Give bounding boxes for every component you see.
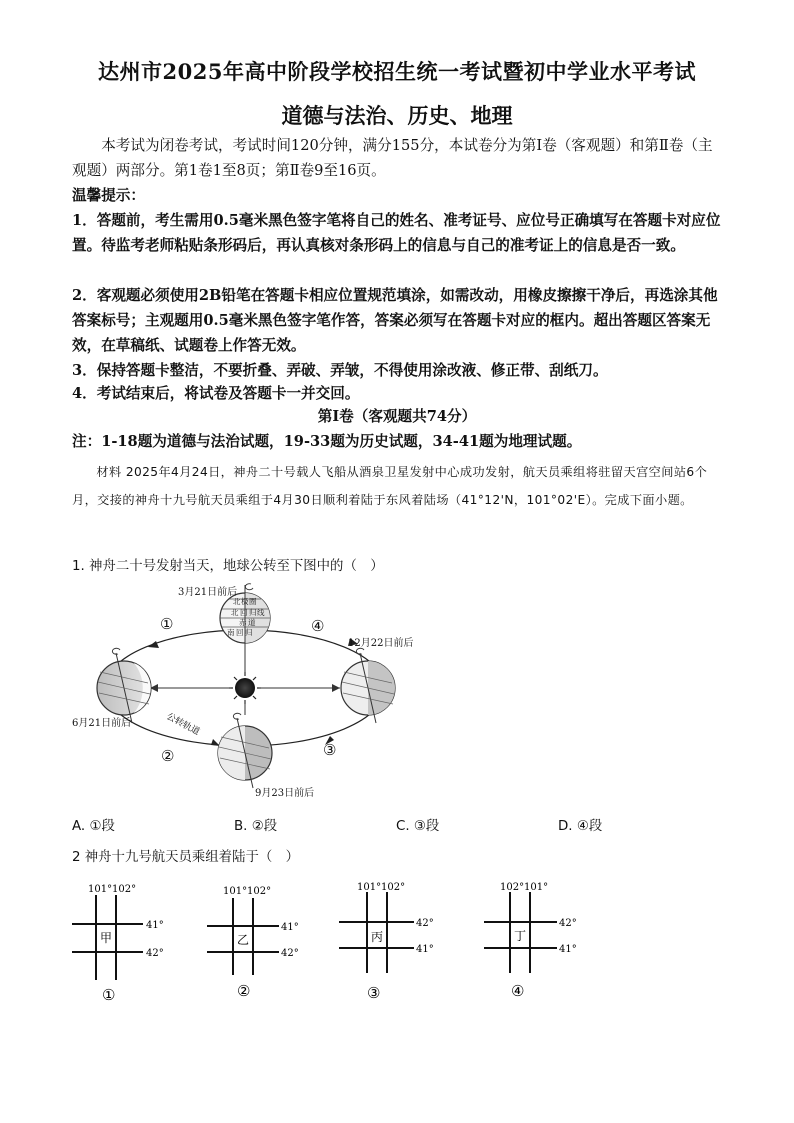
section-note: 注：1-18题为道德与法治试题，19-33题为历史试题，34-41题为地理试题。 [72,433,582,450]
svg-text:42°: 42° [146,948,164,959]
section-title: 第Ⅰ卷（客观题共74分） [317,408,477,425]
svg-text:102°: 102° [247,886,272,897]
svg-text:102°: 102° [381,882,406,893]
grid-map-4 [480,878,590,1003]
svg-text:41°: 41° [146,920,164,931]
segment-2: ② [161,747,175,765]
svg-text:南: 南 [227,628,235,637]
question-1-stem: 1. 神舟二十号发射当天，地球公转至下图中的（ ） [72,559,384,574]
exam-subtitle: 道德与法治、历史、地理 [281,103,513,128]
svg-text:101°: 101° [223,886,248,897]
svg-text:归: 归 [245,628,253,637]
svg-text:圈: 圈 [249,597,257,606]
svg-text:41°: 41° [281,922,299,933]
grid-map-3 [337,878,447,1003]
map-number: ④ [511,982,525,1000]
earth-september [218,713,272,788]
svg-text:北: 北 [233,597,241,606]
segment-3: ③ [323,741,337,759]
label-orbit: 公转轨道 [164,711,202,738]
tip-item: 1．答题前，考生需用0.5毫米黑色签字笔将自己的姓名、准考证号、应位号正确填写在答题卡对应位置。待监考老师粘贴条形码后，再认真核对条形码上的信息与自己的准考证上的信息是否一致。 [72,212,721,254]
svg-text:41°: 41° [559,944,577,955]
svg-text:回: 回 [236,628,244,637]
intro-paragraph: 本考试为闭卷考试，考试时间120分钟，满分155分，本试卷分为第Ⅰ卷（客观题）和第Ⅱ卷（主观题）两部分。第1卷1至8页；第Ⅱ卷9至16页。 [72,137,713,179]
tip-item: 4．考试结束后，将试卷及答题卡一并交回。 [72,385,360,402]
question-2-stem: 2 神舟十九号航天员乘组着陆于（ ） [72,850,300,865]
option-c[interactable]: C. ③段 [396,819,440,834]
svg-text:回: 回 [240,608,248,617]
earth-orbit-diagram [68,583,428,808]
svg-text:102°: 102° [500,882,525,893]
svg-text:北: 北 [231,608,239,617]
grid-map-2 [203,880,313,1005]
material-paragraph: 材料 2025年4月24日，神舟二十号载人飞船从酒泉卫星发射中心成功发射，航天员乘组将驻留天宫空间站6个月，交接的神舟十九号航天员乘组于4月30日顺利着陆于东风着陆场（41°12'N，101°02'E）。完成下面小题。 [72,465,708,507]
map-number: ② [237,982,251,1000]
label-december: 12月22日前后 [348,638,414,649]
label-march: 3月21日前后 [178,587,238,598]
svg-text:归: 归 [249,608,257,617]
map-cell-label: 丁 [514,929,527,943]
tip-item: 2．客观题必须使用2B铅笔在答题卡相应位置规范填涂，如需改动，用橡皮擦擦干净后，再选涂其他答案标号；主观题用0.5毫米黑色签字笔作答，答案必须写在答题卡对应的框内。超出答题区答案无效，在草稿纸、试题卷上作答无效。 [72,287,718,354]
earth-december [341,648,395,723]
tip-item: 3．保持答题卡整洁，不要折叠、弄破、弄皱，不得使用涂改液、修正带、刮纸刀。 [72,362,608,379]
option-b[interactable]: B. ②段 [234,819,278,834]
svg-text:极: 极 [241,597,249,606]
map-number: ① [102,986,116,1004]
segment-4: ④ [311,617,325,635]
option-d[interactable]: D. ④段 [558,819,603,834]
svg-text:102°: 102° [112,884,137,895]
grid-map-1 [68,880,178,1005]
map-cell-label: 甲 [100,931,113,945]
svg-text:101°: 101° [357,882,382,893]
sun [235,678,255,698]
map-number: ③ [367,984,381,1002]
svg-text:42°: 42° [416,918,434,929]
svg-text:41°: 41° [416,944,434,955]
svg-text:42°: 42° [559,918,577,929]
tips-label: 温馨提示： [72,187,145,204]
svg-text:42°: 42° [281,948,299,959]
exam-title: 达州市2025年高中阶段学校招生统一考试暨初中学业水平考试 [98,59,696,84]
svg-text:101°: 101° [88,884,113,895]
label-september: 9月23日前后 [255,788,315,799]
svg-text:赤: 赤 [239,618,247,627]
map-cell-label: 丙 [371,930,384,944]
label-june: 6月21日前后 [72,718,132,729]
svg-text:线: 线 [257,608,265,617]
segment-1: ① [160,615,174,633]
map-cell-label: 乙 [237,933,250,947]
svg-text:101°: 101° [524,882,549,893]
option-a[interactable]: A. ①段 [72,819,115,834]
svg-text:道: 道 [248,618,256,627]
